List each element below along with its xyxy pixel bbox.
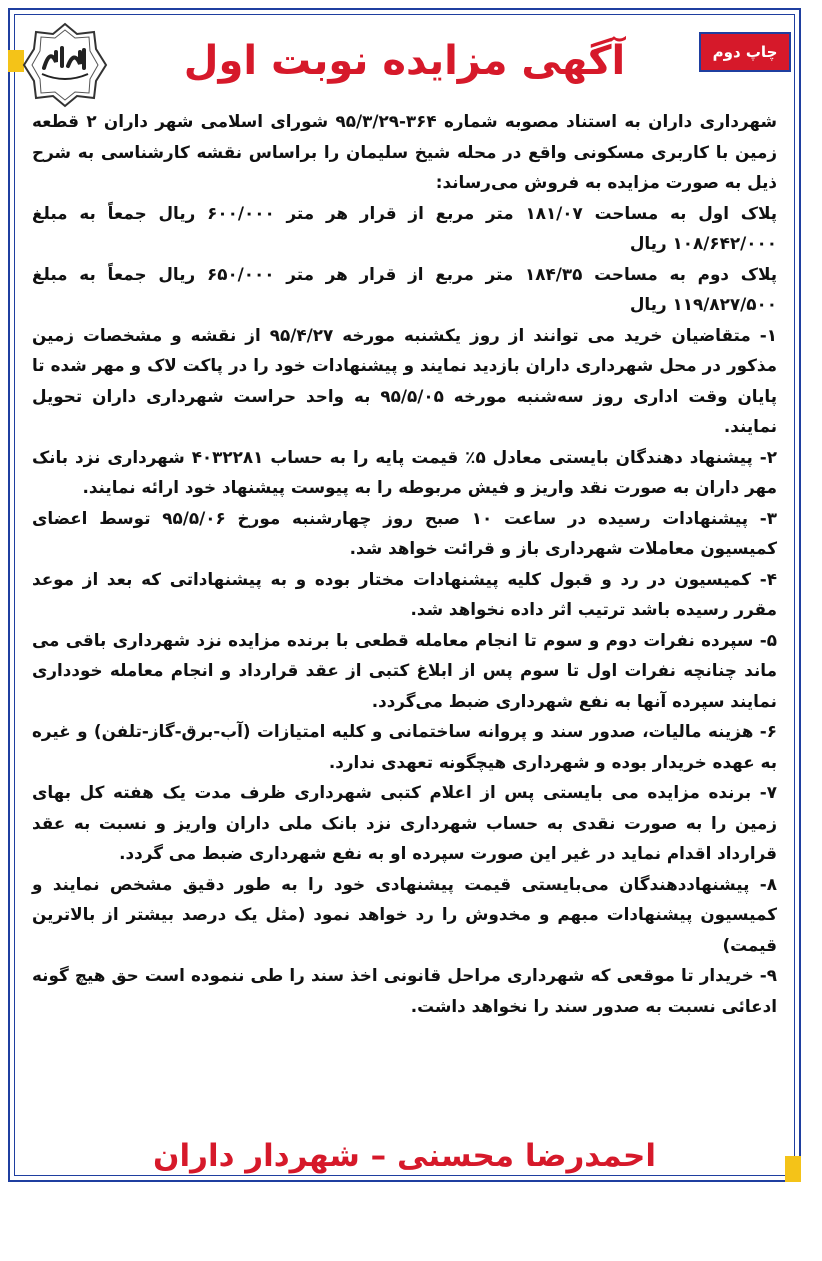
notice-title: آگهی مزایده نوبت اول <box>183 38 626 84</box>
condition-8-paragraph: ۸- پیشنهاددهندگان می‌بایستی قیمت پیشنهادی خود را به طور دقیق مشخص نمایند و کمیسیون پیشنهادات مبهم و مخدوش را رد خواهد نمود (مثل یک درصد بیشتر از بالاترین قیمت) <box>32 873 777 955</box>
condition-9-paragraph: ۹- خریدار تا موقعی که شهرداری مراحل قانونی اخذ سند را طی ننموده است حق هیچ گونه ادعائی نسبت به صدور سند را نخواهد داشت. <box>32 965 777 1016</box>
condition-5-paragraph: ۵- سپرده نفرات دوم و سوم تا انجام معامله قطعی با برنده مزایده نزد شهرداری باقی می ماند چنانچه نفرات اول تا سوم پس از ابلاغ کتبی از عقد قرارداد و انجام معامله خودداری نمایند سپرده آنها به نفع شهرداری ضبط می‌گردد. <box>32 629 777 711</box>
plot-one-paragraph: پلاک اول به مساحت ۱۸۱/۰۷ متر مربع از قرار هر متر ۶۰۰/۰۰۰ ریال جمعاً به مبلغ ۱۰۸/۶۴۲/۰۰۰ ریال <box>32 202 777 253</box>
logo-emblem-icon <box>22 22 108 108</box>
second-print-badge: چاپ دوم <box>699 32 791 72</box>
municipality-logo <box>22 22 108 108</box>
condition-2-paragraph: ۲- پیشنهاد دهندگان بایستی معادل ۵٪ قیمت پایه را به حساب ۴۰۳۲۲۸۱ شهرداری نزد بانک مهر داران به صورت نقد واریز و فیش مربوطه را به پیوست پیشنهاد خود ارائه نمایند. <box>32 446 777 497</box>
mayor-signature: احمدرضا محسنی – شهردار داران <box>153 1138 656 1174</box>
condition-7-paragraph: ۷- برنده مزایده می بایستی پس از اعلام کتبی شهرداری ظرف مدت یک هفته کل بهای زمین را به صورت نقدی به حساب شهرداری نزد بانک ملی داران واریز و نسبت به عقد قرارداد اقدام نماید در غیر این صورت سپرده او به نفع شهرداری ضبط می گردد. <box>32 782 777 863</box>
condition-3-paragraph: ۳- پیشنهادات رسیده در ساعت ۱۰ صبح روز چهارشنبه مورخ ۹۵/۵/۰۶ توسط اعضای کمیسیون معاملات شهرداری باز و قرائت خواهد شد. <box>32 507 777 558</box>
plot-two-paragraph: پلاک دوم به مساحت ۱۸۴/۳۵ متر مربع از قرار هر متر ۶۵۰/۰۰۰ ریال جمعاً به مبلغ ۱۱۹/۸۲۷/۵۰۰ ریال <box>32 263 777 314</box>
corner-tab-right <box>785 1156 801 1182</box>
condition-4-paragraph: ۴- کمیسیون در رد و قبول کلیه پیشنهادات مختار بوده و به پیشنهاداتی که بعد از موعد مقرر رسیده باشد ترتیب اثر داده نخواهد شد. <box>32 568 777 619</box>
notice-frame <box>8 8 801 1182</box>
intro-paragraph: شهرداری داران به استناد مصوبه شماره ۳۶۴-۹۵/۳/۲۹ شورای اسلامی شهر داران ۲ قطعه زمین با کاربری مسکونی واقع در محله شیخ سلیمان را براساس نقشه کارشناسی به شرح ذیل به صورت مزایده به فروش می‌رساند: <box>32 111 777 192</box>
condition-1-paragraph: ۱- متقاضیان خرید می توانند از روز یکشنبه مورخه ۹۵/۴/۲۷ از نقشه و مشخصات زمین مذکور در محل شهرداری داران بازدید نمایند و پیشنهادات خود را در پاکت لاک و مهر شده تا پایان وقت اداری روز سه‌شنبه مورخه ۹۵/۵/۰۵ به واحد حراست شهرداری داران تحویل نمایند. <box>32 324 778 436</box>
notice-body <box>32 106 777 1021</box>
condition-6-paragraph: ۶- هزینه مالیات، صدور سند و پروانه ساختمانی و کلیه امتیازات (آب-برق-گاز-تلفن) و غیره به عهده خریدار بوده و شهرداری هیچگونه تعهدی ندارد. <box>32 721 777 772</box>
